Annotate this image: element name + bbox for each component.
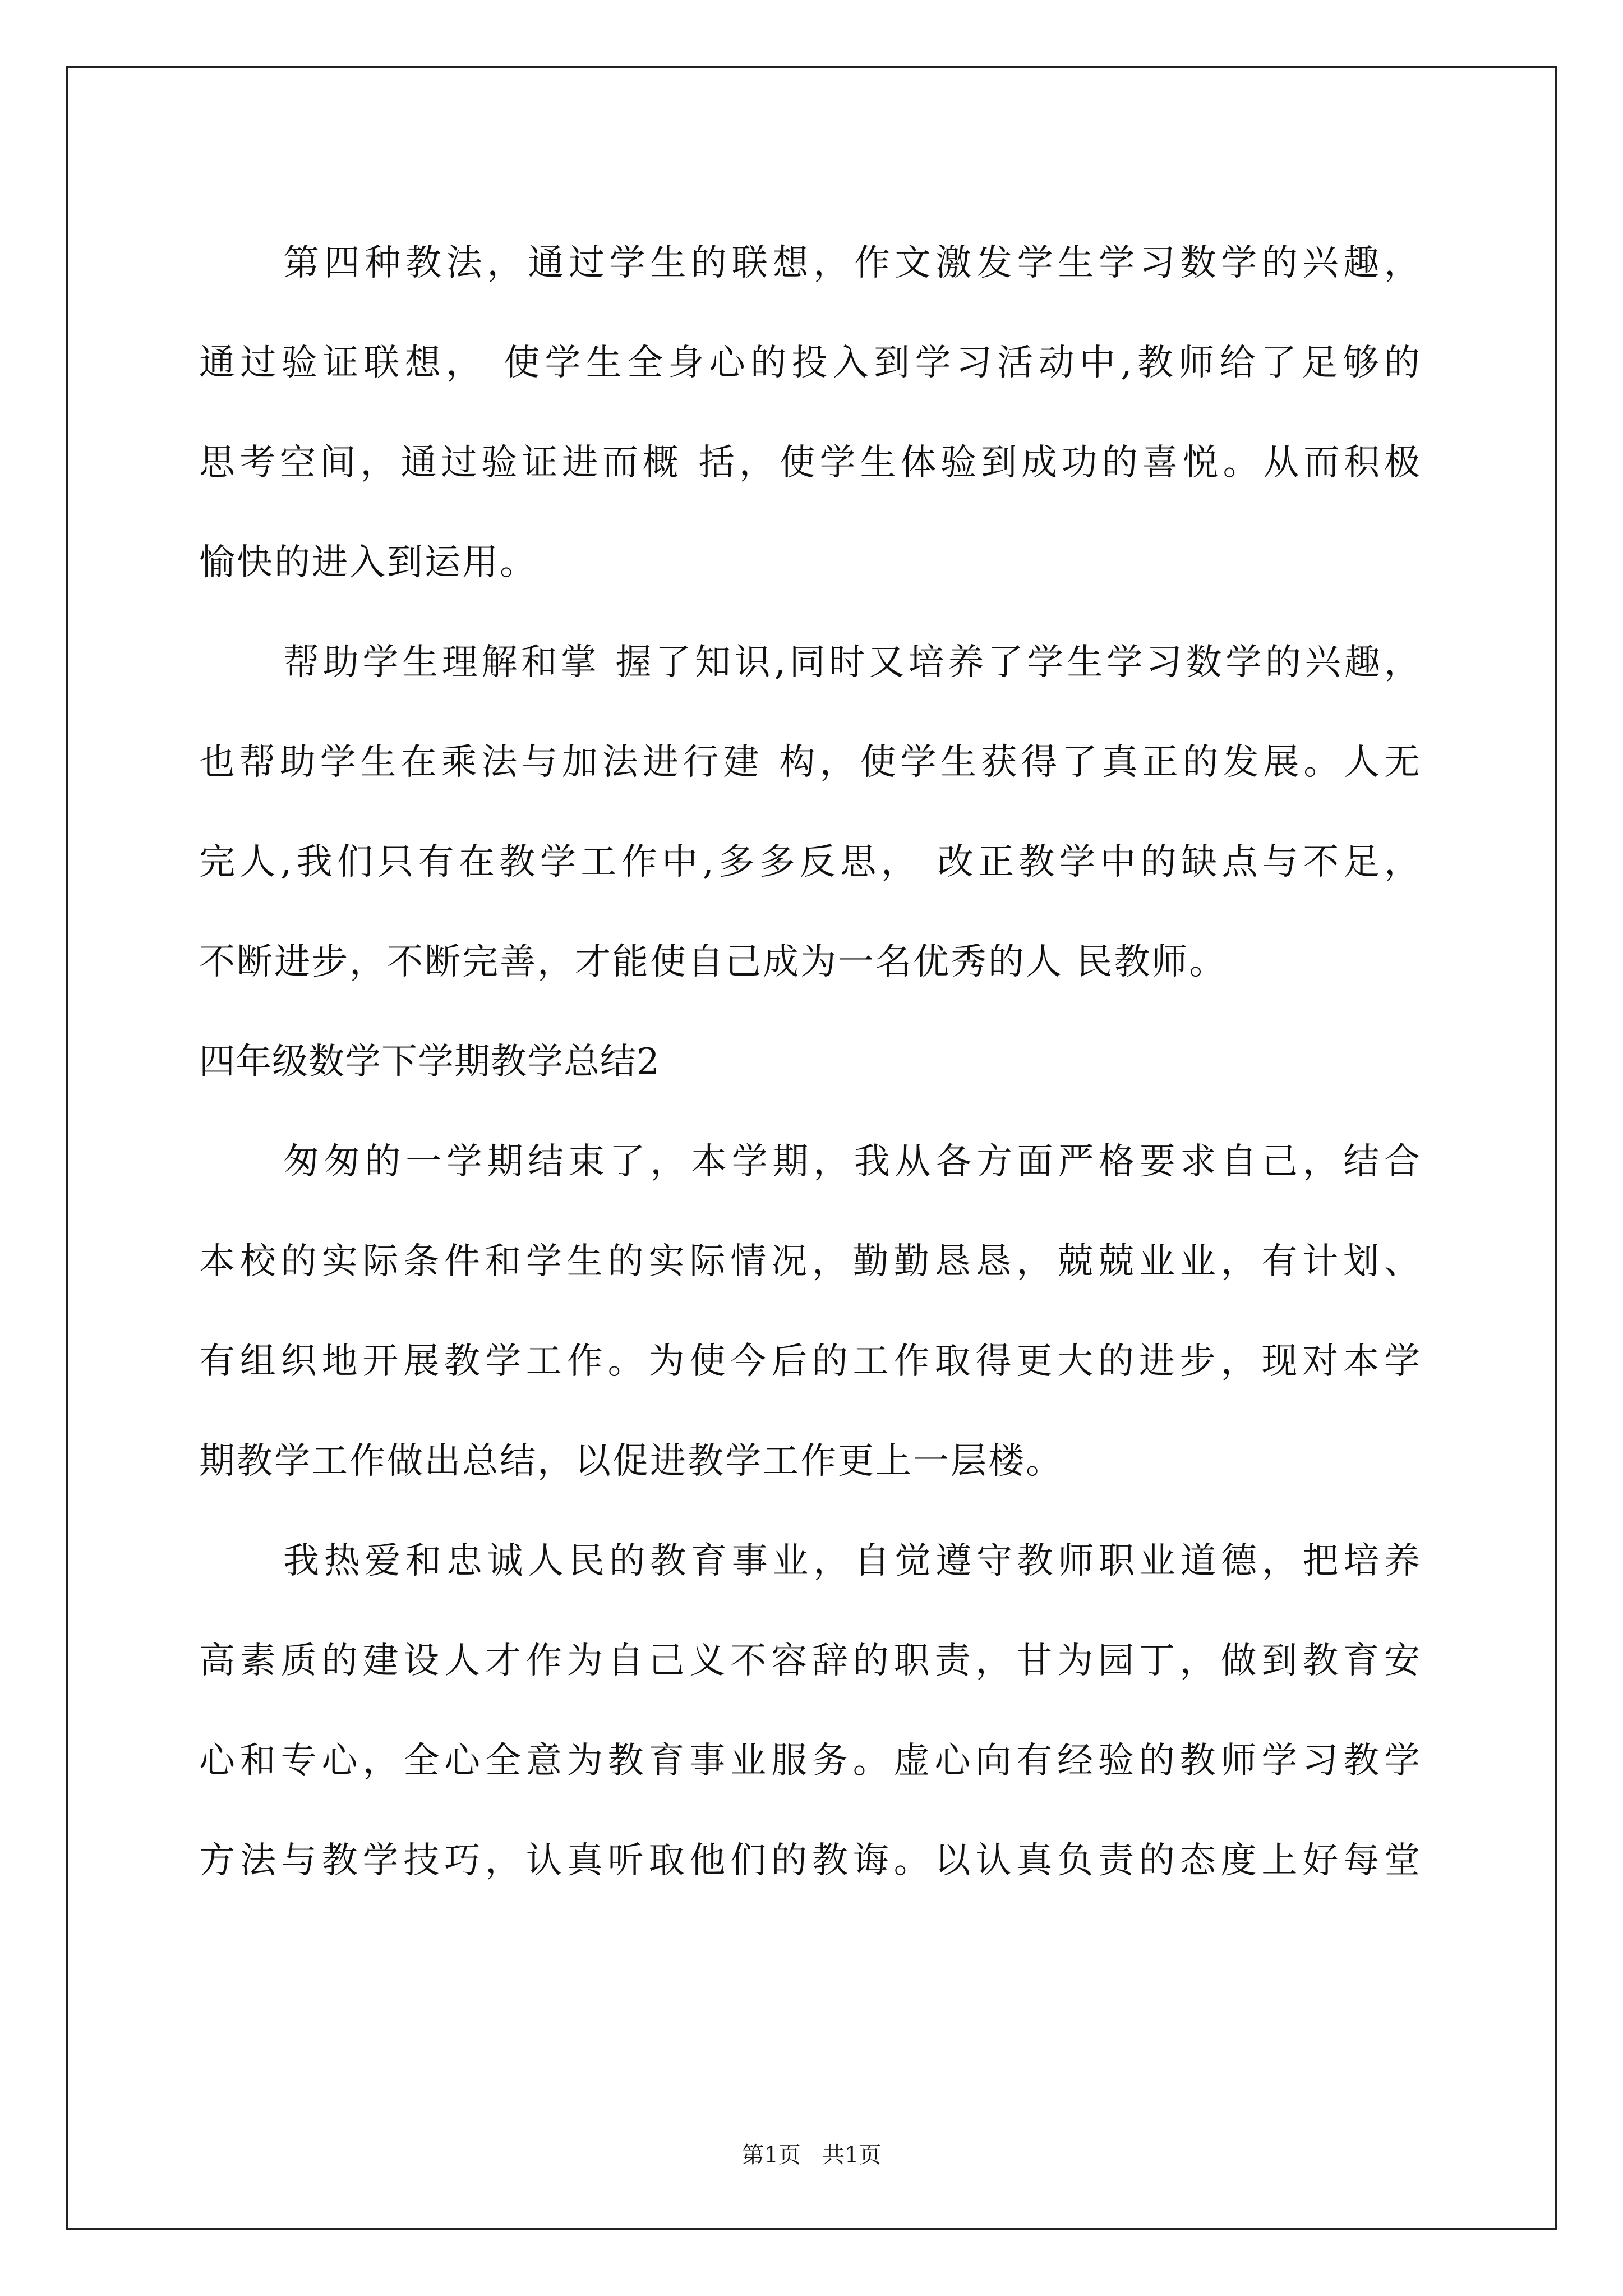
text-line: 我热爱和忠诚人民的教育事业，自觉遵守教师职业道德，把培养: [283, 1540, 1422, 1582]
text-line: 本校的实际条件和学生的实际情况，勤勤恳恳，兢兢业业，有计划、: [199, 1241, 1422, 1282]
text-line: 也帮助学生在乘法与加法进行建 构，使学生获得了真正的发展。人无: [199, 742, 1422, 783]
text-line: 有组织地开展教学工作。为使今后的工作取得更大的进步，现对本学: [199, 1341, 1422, 1382]
page-footer: 第1页 共1页: [741, 2142, 882, 2168]
section-heading: 四年级数学下学期教学总结2: [199, 1041, 660, 1083]
text-line: 通过验证联想， 使学生全身心的投入到学习活动中,教师给了足够的: [199, 342, 1422, 384]
text-line: 帮助学生理解和掌 握了知识,同时又培养了学生学习数学的兴趣，: [283, 642, 1422, 683]
text-line: 愉快的进入到运用。: [199, 542, 537, 583]
text-line: 期教学工作做出总结，以促进教学工作更上一层楼。: [199, 1441, 1063, 1482]
text-line: 第四种教法，通过学生的联想，作文激发学生学习数学的兴趣，: [283, 242, 1422, 284]
text-line: 匆匆的一学期结束了，本学期，我从各方面严格要求自己，结合: [283, 1141, 1422, 1182]
text-line: 不断进步，不断完善，才能使自己成为一名优秀的人 民教师。: [199, 941, 1227, 983]
text-line: 思考空间，通过验证进而概 括，使学生体验到成功的喜悦。从而积极: [199, 442, 1422, 484]
document-body: [199, 213, 1422, 1911]
text-line: 心和专心，全心全意为教育事业服务。虚心向有经验的教师学习教学: [199, 1740, 1422, 1782]
text-line: 方法与教学技巧，认真听取他们的教诲。以认真负责的态度上好每堂: [199, 1840, 1422, 1881]
text-line: 完人,我们只有在教学工作中,多多反思， 改正教学中的缺点与不足，: [199, 841, 1422, 883]
text-line: 高素质的建设人才作为自己义不容辞的职责，甘为园丁，做到教育安: [199, 1640, 1422, 1682]
